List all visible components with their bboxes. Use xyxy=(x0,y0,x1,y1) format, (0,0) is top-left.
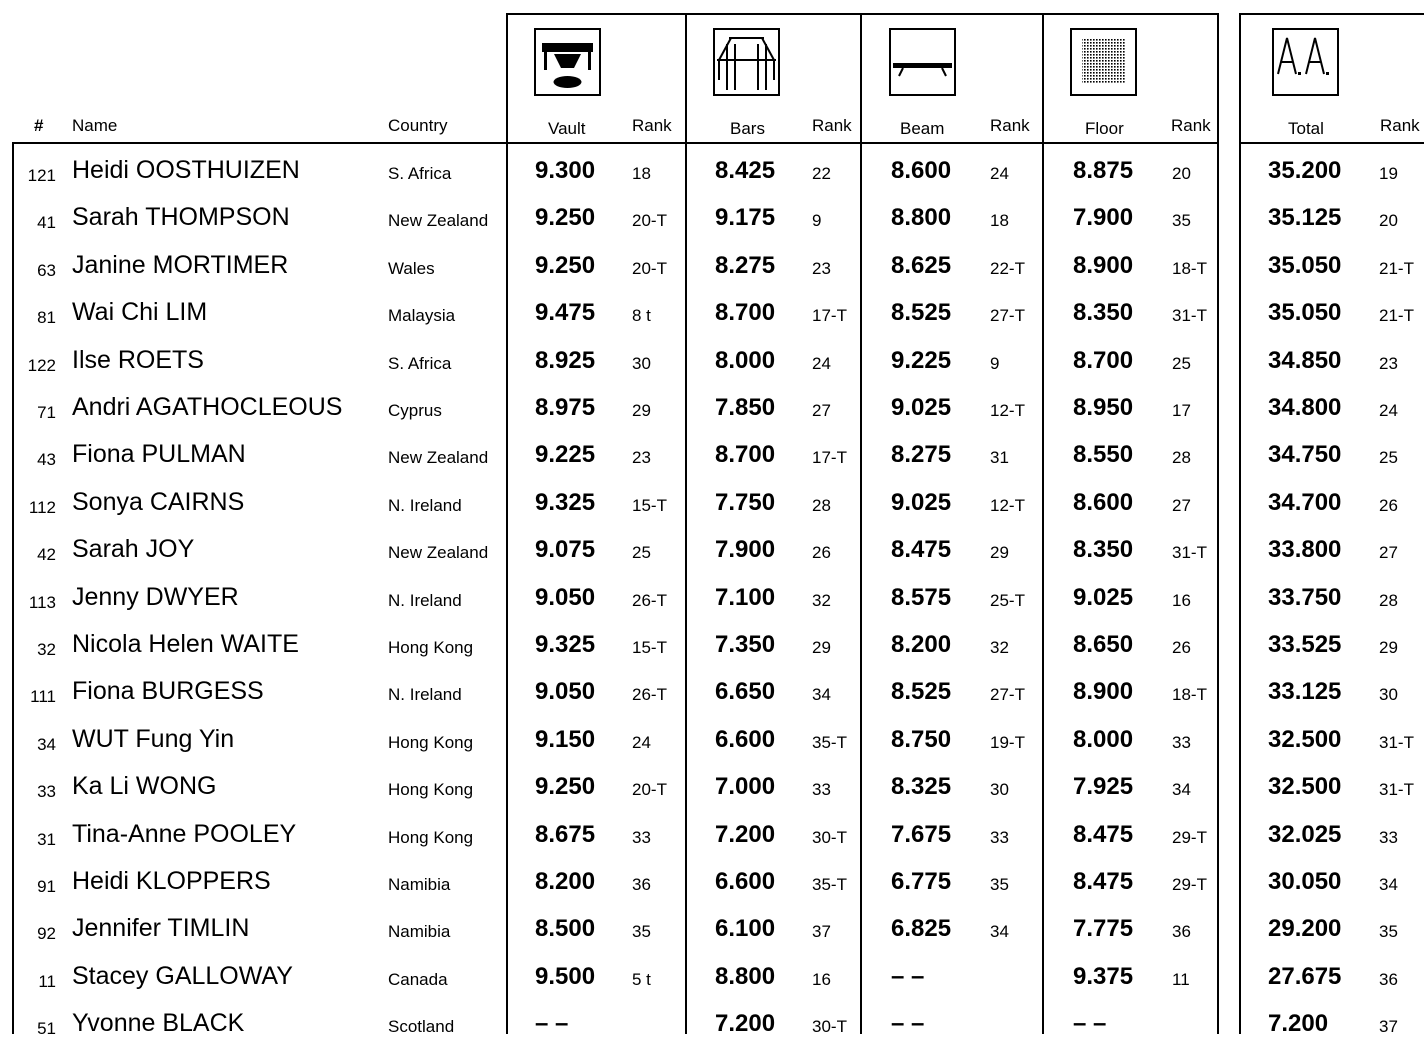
cell-bars-rank: 35-T xyxy=(812,732,847,752)
cell-vault: – – xyxy=(535,1010,569,1038)
cell-country: New Zealand xyxy=(388,543,489,563)
cell-name: Nicola Helen WAITE xyxy=(72,630,299,658)
cell-total-rank: 27 xyxy=(1379,543,1398,563)
cell-bars: 7.900 xyxy=(715,536,776,564)
cell-total-rank: 37 xyxy=(1379,1017,1398,1037)
cell-beam-rank: 34 xyxy=(990,922,1009,942)
cell-bars: 7.100 xyxy=(715,583,776,611)
cell-floor: 8.550 xyxy=(1073,441,1134,469)
cell-beam: 8.525 xyxy=(891,299,952,327)
cell-country: S. Africa xyxy=(388,164,452,183)
cell-num: 71 xyxy=(37,403,56,422)
cell-bars-rank: 24 xyxy=(812,353,831,373)
cell-bars: 6.600 xyxy=(715,725,776,753)
cell-beam-rank: 27-T xyxy=(990,306,1025,326)
cell-num: 51 xyxy=(37,1019,56,1039)
cell-beam-rank: 12-T xyxy=(990,401,1025,420)
beam-apparatus-icon xyxy=(889,28,956,96)
header-num: # xyxy=(34,116,44,135)
cell-floor-rank: 20 xyxy=(1172,164,1191,183)
cell-num: 113 xyxy=(28,592,56,612)
cell-total: 34.850 xyxy=(1268,346,1342,374)
cell-vault-rank: 33 xyxy=(632,827,651,847)
cell-num: 11 xyxy=(38,971,56,991)
cell-vault: 9.250 xyxy=(535,204,596,232)
cell-vault-rank: 20-T xyxy=(632,258,667,278)
cell-country: S. Africa xyxy=(388,353,452,373)
cell-name: Jennifer TIMLIN xyxy=(72,914,250,943)
cell-floor: – – xyxy=(1073,1010,1107,1038)
cell-floor-rank: 36 xyxy=(1172,922,1191,942)
cell-floor-rank: 27 xyxy=(1172,495,1191,515)
vault-apparatus-icon xyxy=(534,28,601,96)
header-bars: Bars xyxy=(730,119,765,138)
cell-country: Hong Kong xyxy=(388,827,474,847)
cell-country: Wales xyxy=(388,258,435,278)
cell-total-rank: 25 xyxy=(1379,448,1398,468)
cell-vault: 8.200 xyxy=(535,868,596,895)
cell-beam: 8.800 xyxy=(891,204,952,232)
cell-total: 33.800 xyxy=(1268,536,1342,564)
cell-total-rank: 26 xyxy=(1379,495,1398,515)
cell-bars-rank: 17-T xyxy=(812,448,847,468)
cell-total: 7.200 xyxy=(1268,1010,1329,1038)
cell-total-rank: 36 xyxy=(1379,969,1398,989)
cell-floor-rank: 18-T xyxy=(1172,258,1207,278)
cell-floor: 7.900 xyxy=(1073,204,1134,232)
header-vault: Vault xyxy=(548,119,586,138)
cell-bars-rank: 17-T xyxy=(812,306,847,326)
cell-beam-rank: 32 xyxy=(990,638,1009,657)
cell-total: 35.050 xyxy=(1268,251,1342,279)
cell-vault: 9.475 xyxy=(535,299,596,327)
cell-floor: 8.475 xyxy=(1073,868,1134,895)
cell-beam-rank: 27-T xyxy=(990,685,1025,705)
cell-num: 63 xyxy=(37,260,56,280)
cell-beam: 8.325 xyxy=(891,773,952,801)
cell-country: New Zealand xyxy=(388,448,489,468)
cell-num: 91 xyxy=(37,877,56,896)
cell-beam-rank: 30 xyxy=(990,780,1009,800)
cell-vault: 9.050 xyxy=(535,583,596,611)
cell-country: N. Ireland xyxy=(388,685,462,705)
cell-num: 111 xyxy=(30,687,56,707)
cell-vault: 8.675 xyxy=(535,820,596,848)
cell-total-rank: 28 xyxy=(1379,590,1398,610)
cell-total: 34.700 xyxy=(1268,488,1342,516)
cell-total: 32.500 xyxy=(1268,725,1342,753)
header-beam: Beam xyxy=(900,119,945,138)
cell-vault: 9.250 xyxy=(535,773,596,801)
cell-beam: 8.525 xyxy=(891,678,952,706)
cell-bars-rank: 9 xyxy=(812,211,822,231)
cell-total: 29.200 xyxy=(1268,915,1342,943)
cell-total-rank: 31-T xyxy=(1379,732,1414,752)
cell-vault-rank: 26-T xyxy=(632,685,667,705)
cell-floor: 8.600 xyxy=(1073,488,1134,516)
cell-beam-rank: 24 xyxy=(990,164,1009,183)
cell-country: Hong Kong xyxy=(388,732,474,752)
cell-floor: 8.350 xyxy=(1073,536,1134,564)
header-total-rank: Rank xyxy=(1380,116,1420,135)
cell-floor-rank: 18-T xyxy=(1172,685,1207,705)
header-bars-rank: Rank xyxy=(812,116,852,135)
cell-total: 32.025 xyxy=(1268,820,1342,848)
cell-bars: 8.425 xyxy=(715,157,776,184)
cell-num: 81 xyxy=(37,308,56,328)
cell-bars-rank: 33 xyxy=(812,780,831,800)
cell-beam: – – xyxy=(891,1010,925,1038)
cell-num: 42 xyxy=(37,545,56,565)
cell-vault: 9.150 xyxy=(535,725,596,753)
cell-floor-rank: 35 xyxy=(1172,211,1191,231)
cell-num: 92 xyxy=(37,924,56,944)
total-header-border xyxy=(1239,142,1424,144)
cell-beam: 8.475 xyxy=(891,536,952,564)
vault-column-border xyxy=(506,13,508,1034)
cell-name: Fiona PULMAN xyxy=(72,440,246,469)
cell-bars-rank: 37 xyxy=(812,922,831,942)
cell-total: 35.200 xyxy=(1268,157,1342,184)
cell-bars-rank: 30-T xyxy=(812,1017,847,1037)
cell-floor: 9.375 xyxy=(1073,962,1134,990)
cell-floor: 7.925 xyxy=(1073,773,1134,801)
cell-total-rank: 19 xyxy=(1379,164,1398,183)
cell-name: Ka Li WONG xyxy=(72,772,217,801)
cell-country: Malaysia xyxy=(388,306,456,326)
cell-name: Jenny DWYER xyxy=(72,582,239,611)
cell-floor: 8.475 xyxy=(1073,820,1134,848)
cell-beam: 6.825 xyxy=(891,915,952,943)
cell-floor-rank: 33 xyxy=(1172,732,1191,752)
cell-total: 33.525 xyxy=(1268,631,1342,658)
cell-vault: 8.500 xyxy=(535,915,596,943)
cell-bars-rank: 29 xyxy=(812,638,831,657)
cell-floor-rank: 29-T xyxy=(1172,827,1207,847)
cell-floor: 9.025 xyxy=(1073,583,1134,611)
header-floor-rank: Rank xyxy=(1171,116,1211,135)
table-header-border xyxy=(12,142,1219,144)
cell-vault: 9.300 xyxy=(535,157,596,184)
total-column-border xyxy=(1239,13,1241,1034)
cell-beam-rank: 29 xyxy=(990,543,1009,563)
cell-country: N. Ireland xyxy=(388,590,462,610)
cell-bars: 7.850 xyxy=(715,394,776,421)
header-total: Total xyxy=(1288,119,1324,138)
cell-vault-rank: 8 t xyxy=(632,306,651,326)
cell-beam: 9.025 xyxy=(891,394,952,421)
cell-floor: 8.000 xyxy=(1073,725,1134,753)
cell-name: Fiona BURGESS xyxy=(72,677,264,706)
cell-name: Andri AGATHOCLEOUS xyxy=(72,393,343,421)
cell-beam-rank: 35 xyxy=(990,875,1009,894)
cell-vault: 9.500 xyxy=(535,962,596,990)
cell-vault-rank: 23 xyxy=(632,448,651,468)
cell-bars-rank: 26 xyxy=(812,543,831,563)
cell-bars-rank: 34 xyxy=(812,685,831,705)
cell-beam: 6.775 xyxy=(891,868,952,895)
cell-beam-rank: 9 xyxy=(990,353,1000,373)
cell-total-rank: 29 xyxy=(1379,638,1398,657)
cell-total: 34.750 xyxy=(1268,441,1342,469)
floor-apparatus-icon xyxy=(1070,28,1137,96)
cell-total-rank: 34 xyxy=(1379,875,1398,894)
cell-beam: – – xyxy=(891,962,925,990)
cell-floor-rank: 29-T xyxy=(1172,875,1207,894)
cell-vault-rank: 30 xyxy=(632,353,651,373)
cell-bars: 7.200 xyxy=(715,1010,776,1038)
cell-floor: 8.900 xyxy=(1073,678,1134,706)
cell-vault: 9.075 xyxy=(535,536,596,564)
cell-bars: 6.100 xyxy=(715,915,776,943)
cell-beam-rank: 19-T xyxy=(990,732,1025,752)
cell-floor: 8.950 xyxy=(1073,394,1134,421)
cell-total: 33.750 xyxy=(1268,583,1342,611)
cell-country: Hong Kong xyxy=(388,638,474,657)
cell-beam: 8.625 xyxy=(891,251,952,279)
cell-floor: 7.775 xyxy=(1073,915,1134,943)
cell-beam-rank: 18 xyxy=(990,211,1009,231)
cell-vault: 9.250 xyxy=(535,251,596,279)
apparatus-header-top-border xyxy=(506,13,1219,15)
cell-vault-rank: 35 xyxy=(632,922,651,942)
cell-name: Janine MORTIMER xyxy=(72,250,289,279)
cell-bars: 8.000 xyxy=(715,346,776,374)
cell-total: 34.800 xyxy=(1268,394,1342,421)
cell-total: 27.675 xyxy=(1268,962,1342,990)
cell-bars-rank: 35-T xyxy=(812,875,847,894)
cell-beam-rank: 12-T xyxy=(990,495,1025,515)
cell-beam: 8.600 xyxy=(891,157,952,184)
cell-bars: 8.700 xyxy=(715,299,776,327)
cell-beam: 8.275 xyxy=(891,441,952,469)
cell-beam: 8.200 xyxy=(891,631,952,658)
table-left-border xyxy=(12,142,14,1034)
bars-column-border xyxy=(685,13,687,1034)
cell-total-rank: 24 xyxy=(1379,401,1398,420)
cell-name: Sonya CAIRNS xyxy=(72,487,245,516)
cell-num: 34 xyxy=(37,734,56,754)
cell-bars: 8.700 xyxy=(715,441,776,469)
cell-num: 32 xyxy=(37,640,56,659)
cell-vault-rank: 18 xyxy=(632,164,651,183)
floor-column-border xyxy=(1042,13,1044,1034)
cell-bars: 7.200 xyxy=(715,820,776,848)
cell-beam-rank: 33 xyxy=(990,827,1009,847)
cell-country: New Zealand xyxy=(388,211,489,231)
cell-vault-rank: 36 xyxy=(632,875,651,894)
cell-beam: 7.675 xyxy=(891,820,952,848)
cell-num: 121 xyxy=(27,166,56,185)
header-floor: Floor xyxy=(1085,119,1124,138)
cell-total-rank: 30 xyxy=(1379,685,1398,705)
cell-floor-rank: 25 xyxy=(1172,353,1191,373)
header-vault-rank: Rank xyxy=(632,116,672,135)
cell-vault-rank: 20-T xyxy=(632,780,667,800)
cell-beam: 9.025 xyxy=(891,488,952,516)
cell-vault-rank: 20-T xyxy=(632,211,667,231)
cell-name: Wai Chi LIM xyxy=(72,298,208,327)
cell-bars-rank: 23 xyxy=(812,258,831,278)
cell-bars: 7.750 xyxy=(715,488,776,516)
cell-name: Tina-Anne POOLEY xyxy=(72,819,297,848)
cell-bars-rank: 22 xyxy=(812,164,831,183)
cell-country: Cyprus xyxy=(388,401,442,420)
cell-floor: 8.650 xyxy=(1073,631,1134,658)
cell-bars: 7.000 xyxy=(715,773,776,801)
cell-bars-rank: 28 xyxy=(812,495,831,515)
cell-floor-rank: 31-T xyxy=(1172,306,1207,326)
cell-beam-rank: 31 xyxy=(990,448,1009,468)
cell-floor-rank: 26 xyxy=(1172,638,1191,657)
cell-total: 30.050 xyxy=(1268,868,1342,895)
cell-vault-rank: 15-T xyxy=(632,638,667,657)
cell-country: Hong Kong xyxy=(388,780,474,800)
cell-total: 32.500 xyxy=(1268,773,1342,801)
cell-country: N. Ireland xyxy=(388,495,462,515)
cell-floor-rank: 17 xyxy=(1172,401,1191,420)
cell-bars: 8.800 xyxy=(715,962,776,990)
cell-num: 33 xyxy=(37,782,56,802)
cell-vault-rank: 5 t xyxy=(632,969,651,989)
cell-beam-rank: 25-T xyxy=(990,590,1025,610)
cell-name: Heidi KLOPPERS xyxy=(72,867,271,895)
cell-num: 122 xyxy=(27,355,56,375)
cell-vault: 9.325 xyxy=(535,488,596,516)
cell-bars: 7.350 xyxy=(715,631,776,658)
cell-vault-rank: 15-T xyxy=(632,495,667,515)
cell-vault: 9.325 xyxy=(535,631,596,658)
cell-vault: 8.925 xyxy=(535,346,596,374)
bars-apparatus-icon xyxy=(713,28,780,96)
cell-name: Stacey GALLOWAY xyxy=(72,961,293,990)
cell-floor-rank: 11 xyxy=(1172,969,1190,989)
cell-name: Sarah THOMPSON xyxy=(72,203,290,232)
total-header-top-border xyxy=(1239,13,1424,15)
cell-num: 112 xyxy=(28,497,56,517)
cell-total: 33.125 xyxy=(1268,678,1342,706)
cell-name: WUT Fung Yin xyxy=(72,724,235,753)
cell-vault: 9.225 xyxy=(535,441,596,469)
cell-floor: 8.875 xyxy=(1073,157,1134,184)
cell-num: 41 xyxy=(37,213,56,233)
cell-total: 35.125 xyxy=(1268,204,1342,232)
cell-total-rank: 21-T xyxy=(1379,306,1414,326)
cell-beam: 9.225 xyxy=(891,346,952,374)
cell-vault-rank: 24 xyxy=(632,732,651,752)
cell-floor: 8.700 xyxy=(1073,346,1134,374)
cell-bars-rank: 32 xyxy=(812,590,831,610)
cell-total-rank: 33 xyxy=(1379,827,1398,847)
cell-country: Scotland xyxy=(388,1017,455,1037)
cell-bars-rank: 16 xyxy=(812,969,831,989)
cell-num: 43 xyxy=(37,450,56,470)
cell-vault-rank: 26-T xyxy=(632,590,667,610)
cell-total: 35.050 xyxy=(1268,299,1342,327)
cell-vault: 9.050 xyxy=(535,678,596,706)
cell-vault-rank: 29 xyxy=(632,401,651,420)
cell-floor-rank: 34 xyxy=(1172,780,1191,800)
cell-country: Namibia xyxy=(388,875,451,894)
cell-floor-rank: 16 xyxy=(1172,590,1191,610)
header-name: Name xyxy=(72,116,118,135)
cell-floor: 8.350 xyxy=(1073,299,1134,327)
cell-total-rank: 35 xyxy=(1379,922,1398,942)
cell-floor-rank: 31-T xyxy=(1172,543,1207,563)
cell-bars: 9.175 xyxy=(715,204,776,232)
cell-total-rank: 31-T xyxy=(1379,780,1414,800)
cell-country: Canada xyxy=(388,969,448,989)
cell-bars-rank: 27 xyxy=(812,401,831,420)
cell-beam: 8.750 xyxy=(891,725,952,753)
cell-bars: 6.650 xyxy=(715,678,776,706)
cell-total-rank: 23 xyxy=(1379,353,1398,373)
cell-name: Yvonne BLACK xyxy=(72,1009,245,1038)
cell-vault: 8.975 xyxy=(535,394,596,421)
header-country: Country xyxy=(388,116,448,135)
cell-num: 31 xyxy=(37,829,56,849)
cell-name: Heidi OOSTHUIZEN xyxy=(72,156,300,184)
cell-beam: 8.575 xyxy=(891,583,952,611)
cell-bars: 6.600 xyxy=(715,868,776,895)
cell-bars: 8.275 xyxy=(715,251,776,279)
cell-name: Sarah JOY xyxy=(72,535,195,564)
header-beam-rank: Rank xyxy=(990,116,1030,135)
cell-total-rank: 20 xyxy=(1379,211,1398,231)
cell-floor-rank: 28 xyxy=(1172,448,1191,468)
all-around-icon xyxy=(1272,28,1339,96)
cell-name: Ilse ROETS xyxy=(72,345,204,374)
cell-country: Namibia xyxy=(388,922,451,942)
cell-bars-rank: 30-T xyxy=(812,827,847,847)
cell-vault-rank: 25 xyxy=(632,543,651,563)
cell-total-rank: 21-T xyxy=(1379,258,1414,278)
beam-column-border xyxy=(860,13,862,1034)
cell-floor: 8.900 xyxy=(1073,251,1134,279)
cell-beam-rank: 22-T xyxy=(990,258,1025,278)
floor-right-border xyxy=(1217,13,1219,1034)
